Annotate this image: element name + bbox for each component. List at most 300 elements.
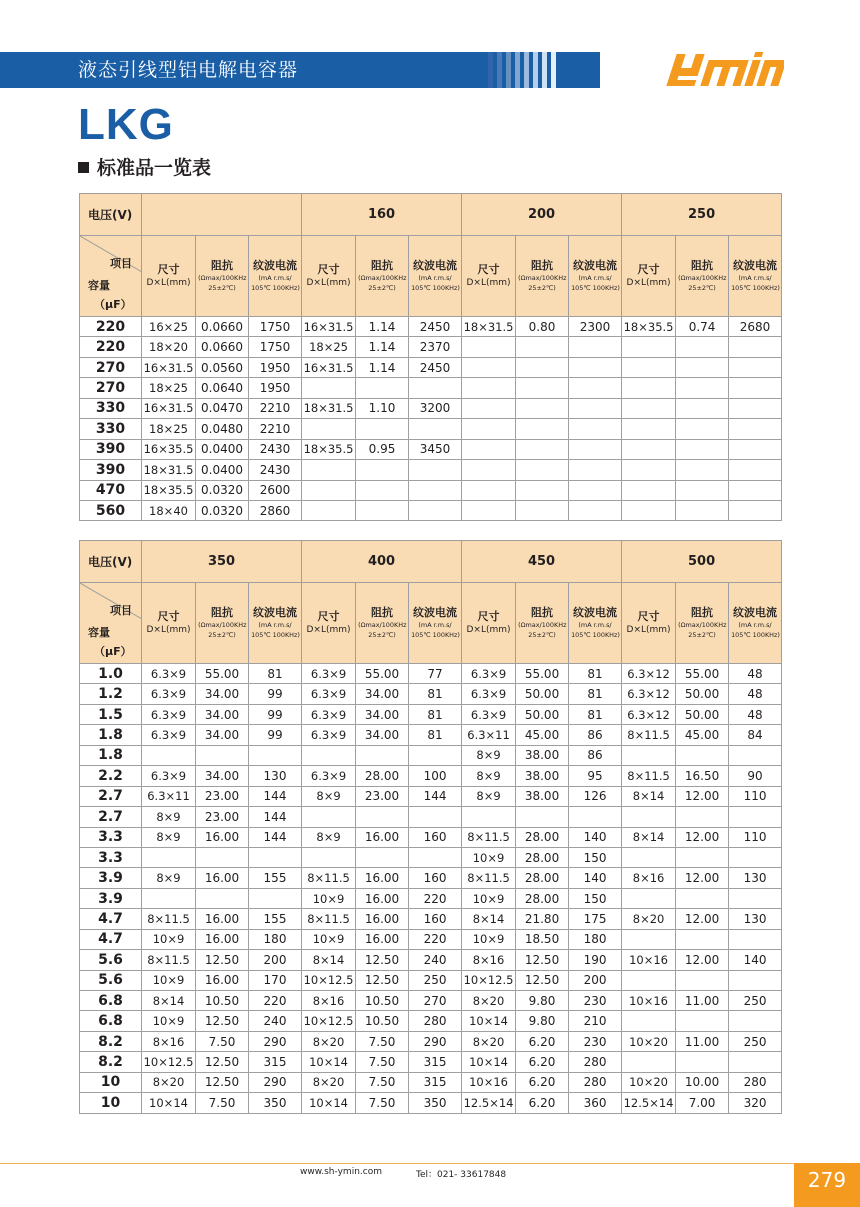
impedance-cell <box>676 1011 729 1031</box>
ripple-header <box>729 583 782 664</box>
ripple-cell: 220 <box>249 991 302 1011</box>
impedance-cell: 12.50 <box>516 970 569 990</box>
ripple-note-2: 105℃ 100KHz) <box>571 284 620 292</box>
size-cell: 8×9 <box>302 827 356 847</box>
ripple-cell: 2600 <box>249 480 302 500</box>
impedance-cell <box>516 439 569 459</box>
ripple-cell <box>409 807 462 827</box>
table-row <box>80 1031 782 1051</box>
size-cell <box>302 480 356 500</box>
capacitance-cell: 3.9 <box>80 868 142 888</box>
size-cell <box>622 419 676 439</box>
ripple-cell <box>729 398 782 418</box>
capacity-unit-label: （μF） <box>94 298 132 311</box>
capacitance-cell: 1.8 <box>80 745 142 765</box>
impedance-note: (Ωmax/100KHz <box>678 274 727 282</box>
size-cell: 8×20 <box>142 1072 196 1092</box>
size-cell: 18×35.5 <box>142 480 196 500</box>
impedance-cell: 10.00 <box>676 1072 729 1092</box>
capacitance-cell: 270 <box>80 378 142 398</box>
table-row <box>80 991 782 1011</box>
size-cell: 8×14 <box>462 909 516 929</box>
table-row <box>80 786 782 806</box>
ripple-cell: 2860 <box>249 500 302 520</box>
capacitance-cell: 470 <box>80 480 142 500</box>
ripple-cell: 290 <box>409 1031 462 1051</box>
size-cell: 10×12.5 <box>462 970 516 990</box>
table-row <box>80 1093 782 1113</box>
ripple-note-2: 105℃ 100KHz) <box>251 631 300 639</box>
ripple-cell: 81 <box>409 725 462 745</box>
impedance-cell: 28.00 <box>516 827 569 847</box>
size-unit: D×L(mm) <box>146 625 191 635</box>
size-cell: 12.5×14 <box>622 1093 676 1113</box>
table-row <box>80 847 782 867</box>
size-cell: 10×16 <box>462 1072 516 1092</box>
size-cell: 10×9 <box>462 929 516 949</box>
size-cell <box>622 847 676 867</box>
impedance-cell <box>516 460 569 480</box>
impedance-label: 阻抗 <box>531 606 554 619</box>
page-category-title: 液态引线型铝电解电容器 <box>78 59 299 81</box>
size-cell: 10×14 <box>462 1052 516 1072</box>
size-cell <box>622 398 676 418</box>
table-row <box>80 664 782 684</box>
table-row <box>80 950 782 970</box>
size-cell: 10×16 <box>622 991 676 1011</box>
impedance-cell <box>676 500 729 520</box>
ripple-cell: 2430 <box>249 439 302 459</box>
ripple-cell <box>249 847 302 867</box>
size-cell <box>622 357 676 377</box>
size-cell: 8×9 <box>302 786 356 806</box>
spec-table-1 <box>79 193 782 521</box>
impedance-cell <box>196 847 249 867</box>
impedance-cell: 0.0560 <box>196 357 249 377</box>
size-cell: 10×20 <box>622 1031 676 1051</box>
impedance-cell: 12.50 <box>516 950 569 970</box>
ripple-cell: 270 <box>409 991 462 1011</box>
capacity-label: 容量 <box>88 279 110 292</box>
table-row <box>80 337 782 357</box>
banner-stripe <box>497 52 502 88</box>
ripple-cell: 1750 <box>249 317 302 337</box>
ripple-cell: 144 <box>409 786 462 806</box>
capacity-label: 容量 <box>88 626 110 639</box>
table-row <box>80 725 782 745</box>
size-cell <box>302 460 356 480</box>
impedance-note-2: 25±2℃) <box>528 631 556 639</box>
ripple-cell: 2450 <box>409 317 462 337</box>
ripple-cell: 3450 <box>409 439 462 459</box>
impedance-cell: 0.0320 <box>196 500 249 520</box>
size-cell: 8×9 <box>142 868 196 888</box>
ripple-cell <box>729 500 782 520</box>
size-label: 尺寸 <box>317 263 340 276</box>
size-unit: D×L(mm) <box>466 278 511 288</box>
ripple-header <box>569 583 622 664</box>
table-row <box>80 684 782 704</box>
ripple-cell: 2210 <box>249 398 302 418</box>
ripple-cell <box>249 745 302 765</box>
ripple-note-2: 105℃ 100KHz) <box>571 631 620 639</box>
ripple-cell: 160 <box>409 868 462 888</box>
impedance-cell <box>356 745 409 765</box>
ripple-cell: 220 <box>409 888 462 908</box>
ripple-cell: 155 <box>249 909 302 929</box>
ripple-cell: 99 <box>249 704 302 724</box>
impedance-cell: 16.00 <box>196 929 249 949</box>
impedance-cell: 55.00 <box>196 664 249 684</box>
impedance-cell <box>676 460 729 480</box>
ripple-label: 纹波电流 <box>733 606 778 619</box>
ripple-cell: 170 <box>249 970 302 990</box>
banner-stripes <box>488 52 560 88</box>
capacitance-cell: 1.2 <box>80 684 142 704</box>
impedance-cell: 0.74 <box>676 317 729 337</box>
size-cell: 6.3×11 <box>142 786 196 806</box>
size-header <box>142 583 196 664</box>
item-label: 项目 <box>110 257 132 270</box>
ripple-cell: 315 <box>409 1072 462 1092</box>
impedance-label: 阻抗 <box>211 259 233 272</box>
size-cell: 8×11.5 <box>622 725 676 745</box>
impedance-note-2: 25±2℃) <box>208 284 236 292</box>
size-cell: 10×9 <box>462 847 516 867</box>
impedance-cell: 16.50 <box>676 766 729 786</box>
table-row <box>80 1011 782 1031</box>
capacitance-cell: 3.3 <box>80 847 142 867</box>
size-cell: 10×9 <box>462 888 516 908</box>
ripple-cell: 81 <box>569 664 622 684</box>
ripple-cell <box>729 807 782 827</box>
voltage-header: 450 <box>462 541 622 583</box>
ripple-cell: 140 <box>569 868 622 888</box>
ripple-cell: 130 <box>729 868 782 888</box>
banner-stripe <box>551 52 556 88</box>
size-cell: 8×11.5 <box>142 950 196 970</box>
ripple-note: (mA r.m.s/ <box>738 274 772 282</box>
ripple-cell: 200 <box>249 950 302 970</box>
ripple-cell <box>409 480 462 500</box>
ripple-cell <box>729 929 782 949</box>
size-cell: 18×20 <box>142 337 196 357</box>
size-cell: 10×12.5 <box>302 1011 356 1031</box>
ripple-cell <box>569 398 622 418</box>
ripple-cell: 1950 <box>249 357 302 377</box>
ripple-cell: 200 <box>569 970 622 990</box>
size-cell: 10×20 <box>622 1072 676 1092</box>
ripple-cell <box>729 847 782 867</box>
ripple-cell: 99 <box>249 725 302 745</box>
capacitance-cell: 5.6 <box>80 950 142 970</box>
ripple-cell: 1950 <box>249 378 302 398</box>
impedance-cell <box>516 378 569 398</box>
impedance-note-2: 25±2℃) <box>688 631 716 639</box>
impedance-cell: 28.00 <box>356 766 409 786</box>
ripple-cell: 180 <box>569 929 622 949</box>
impedance-cell: 10.50 <box>196 991 249 1011</box>
size-cell: 12.5×14 <box>462 1093 516 1113</box>
footer-website: www.sh-ymin.com <box>300 1167 382 1177</box>
ripple-cell: 3200 <box>409 398 462 418</box>
ripple-cell: 280 <box>409 1011 462 1031</box>
impedance-cell <box>356 500 409 520</box>
size-cell: 6.3×11 <box>462 725 516 745</box>
item-capacity-header <box>80 583 142 664</box>
size-cell: 6.3×9 <box>302 704 356 724</box>
impedance-cell: 45.00 <box>516 725 569 745</box>
impedance-label: 阻抗 <box>371 259 394 272</box>
capacitance-cell: 1.5 <box>80 704 142 724</box>
impedance-cell <box>676 847 729 867</box>
ripple-note-2: 105℃ 100KHz) <box>411 284 460 292</box>
size-cell: 10×14 <box>142 1093 196 1113</box>
impedance-header <box>676 583 729 664</box>
ripple-cell: 81 <box>569 684 622 704</box>
table-row <box>80 909 782 929</box>
impedance-cell <box>516 480 569 500</box>
ripple-cell <box>729 439 782 459</box>
impedance-cell: 50.00 <box>516 704 569 724</box>
capacitance-cell: 2.2 <box>80 766 142 786</box>
impedance-cell: 16.00 <box>356 909 409 929</box>
impedance-cell: 7.50 <box>356 1093 409 1113</box>
size-cell: 8×9 <box>462 745 516 765</box>
ripple-cell: 240 <box>249 1011 302 1031</box>
capacitance-cell: 1.8 <box>80 725 142 745</box>
voltage-header-row <box>80 541 782 583</box>
ripple-cell: 250 <box>729 1031 782 1051</box>
size-cell: 8×20 <box>302 1072 356 1092</box>
impedance-cell <box>516 500 569 520</box>
impedance-cell <box>676 970 729 990</box>
impedance-header <box>356 236 409 317</box>
table-row <box>80 1072 782 1092</box>
size-cell: 6.3×9 <box>462 664 516 684</box>
size-cell <box>462 357 516 377</box>
ripple-label: 纹波电流 <box>413 606 458 619</box>
size-cell: 6.3×9 <box>462 704 516 724</box>
capacitance-cell: 3.3 <box>80 827 142 847</box>
impedance-cell: 16.00 <box>356 888 409 908</box>
ripple-header <box>249 583 302 664</box>
item-capacity-header <box>80 236 142 317</box>
impedance-cell: 6.20 <box>516 1072 569 1092</box>
size-cell: 6.3×9 <box>462 684 516 704</box>
impedance-cell: 1.10 <box>356 398 409 418</box>
impedance-label: 阻抗 <box>371 606 394 619</box>
size-cell: 8×11.5 <box>302 868 356 888</box>
impedance-cell: 34.00 <box>356 684 409 704</box>
ripple-cell <box>569 337 622 357</box>
ripple-note: (mA r.m.s/ <box>738 621 772 629</box>
size-cell <box>462 419 516 439</box>
ripple-label: 纹波电流 <box>573 259 618 272</box>
ripple-cell: 90 <box>729 766 782 786</box>
size-cell <box>622 337 676 357</box>
ripple-cell: 2300 <box>569 317 622 337</box>
ripple-note: (mA r.m.s/ <box>578 621 612 629</box>
ripple-note-2: 105℃ 100KHz) <box>731 631 780 639</box>
size-cell: 16×25 <box>142 317 196 337</box>
capacitance-cell: 6.8 <box>80 991 142 1011</box>
impedance-cell: 16.00 <box>196 909 249 929</box>
ripple-note: (mA r.m.s/ <box>258 274 292 282</box>
ripple-note-2: 105℃ 100KHz) <box>411 631 460 639</box>
ripple-note: (mA r.m.s/ <box>578 274 612 282</box>
impedance-note: (Ωmax/100KHz <box>358 621 407 629</box>
ripple-cell: 2210 <box>249 419 302 439</box>
impedance-header <box>196 583 249 664</box>
ripple-cell: 130 <box>729 909 782 929</box>
impedance-cell: 0.0400 <box>196 439 249 459</box>
size-cell: 6.3×9 <box>302 664 356 684</box>
capacitance-cell: 330 <box>80 419 142 439</box>
ripple-cell: 86 <box>569 745 622 765</box>
impedance-note-2: 25±2℃) <box>368 631 396 639</box>
ripple-cell: 160 <box>409 827 462 847</box>
impedance-cell: 21.80 <box>516 909 569 929</box>
impedance-header <box>676 236 729 317</box>
size-cell: 6.3×9 <box>302 725 356 745</box>
size-cell: 8×16 <box>302 991 356 1011</box>
size-cell: 10×9 <box>142 929 196 949</box>
size-cell: 8×20 <box>462 1031 516 1051</box>
size-cell <box>302 807 356 827</box>
ripple-cell <box>729 888 782 908</box>
impedance-cell: 0.0400 <box>196 460 249 480</box>
impedance-cell: 28.00 <box>516 847 569 867</box>
size-header <box>622 236 676 317</box>
impedance-note-2: 25±2℃) <box>688 284 716 292</box>
ripple-cell: 280 <box>569 1052 622 1072</box>
impedance-cell: 0.0470 <box>196 398 249 418</box>
ripple-cell: 160 <box>409 909 462 929</box>
impedance-header <box>356 583 409 664</box>
impedance-cell: 28.00 <box>516 888 569 908</box>
ripple-cell <box>409 745 462 765</box>
size-cell <box>622 888 676 908</box>
impedance-cell: 16.00 <box>356 929 409 949</box>
size-cell: 8×11.5 <box>462 827 516 847</box>
size-header <box>622 583 676 664</box>
table-row <box>80 1052 782 1072</box>
size-cell: 6.3×9 <box>142 704 196 724</box>
ripple-cell: 280 <box>569 1072 622 1092</box>
impedance-note: (Ωmax/100KHz <box>678 621 727 629</box>
impedance-header <box>516 236 569 317</box>
table-row <box>80 766 782 786</box>
table-row <box>80 480 782 500</box>
impedance-label: 阻抗 <box>211 606 233 619</box>
footer-telephone: Tel：021- 33617848 <box>416 1170 507 1180</box>
ripple-label: 纹波电流 <box>573 606 618 619</box>
ripple-cell: 48 <box>729 664 782 684</box>
impedance-cell: 12.50 <box>196 1072 249 1092</box>
ripple-label: 纹波电流 <box>253 606 297 619</box>
size-cell: 8×11.5 <box>302 909 356 929</box>
spec-table-2 <box>79 540 782 1114</box>
size-cell <box>462 480 516 500</box>
capacitance-cell: 220 <box>80 317 142 337</box>
size-cell <box>462 398 516 418</box>
impedance-cell: 0.0660 <box>196 337 249 357</box>
table-row <box>80 500 782 520</box>
impedance-cell: 11.00 <box>676 1031 729 1051</box>
size-cell: 10×14 <box>302 1093 356 1113</box>
size-cell: 18×35.5 <box>302 439 356 459</box>
size-cell: 10×14 <box>462 1011 516 1031</box>
size-cell: 6.3×9 <box>142 684 196 704</box>
size-unit: D×L(mm) <box>146 278 191 288</box>
column-header-row <box>80 583 782 664</box>
impedance-cell: 34.00 <box>196 704 249 724</box>
ripple-header <box>409 583 462 664</box>
ripple-label: 纹波电流 <box>733 259 778 272</box>
ripple-cell <box>569 357 622 377</box>
size-cell <box>622 500 676 520</box>
impedance-cell: 1.14 <box>356 317 409 337</box>
size-cell <box>462 460 516 480</box>
ripple-note-2: 105℃ 100KHz) <box>251 284 300 292</box>
ripple-cell: 315 <box>249 1052 302 1072</box>
ripple-cell: 2370 <box>409 337 462 357</box>
ripple-cell: 360 <box>569 1093 622 1113</box>
table-row <box>80 378 782 398</box>
size-cell <box>462 337 516 357</box>
impedance-cell: 6.20 <box>516 1052 569 1072</box>
size-cell: 8×20 <box>462 991 516 1011</box>
capacitance-cell: 10 <box>80 1093 142 1113</box>
ripple-cell: 48 <box>729 684 782 704</box>
capacitance-cell: 2.7 <box>80 786 142 806</box>
table-row <box>80 745 782 765</box>
size-cell: 8×14 <box>622 827 676 847</box>
impedance-cell <box>676 1052 729 1072</box>
size-cell: 18×31.5 <box>462 317 516 337</box>
ripple-cell: 126 <box>569 786 622 806</box>
size-cell <box>622 439 676 459</box>
capacitance-cell: 4.7 <box>80 929 142 949</box>
square-bullet-icon <box>78 162 89 173</box>
impedance-cell <box>676 807 729 827</box>
size-cell: 16×31.5 <box>302 357 356 377</box>
size-cell: 10×12.5 <box>302 970 356 990</box>
ripple-cell <box>569 419 622 439</box>
ripple-cell: 155 <box>249 868 302 888</box>
table-row <box>80 357 782 377</box>
impedance-cell: 9.80 <box>516 1011 569 1031</box>
impedance-cell: 9.80 <box>516 991 569 1011</box>
ripple-cell: 48 <box>729 704 782 724</box>
ripple-cell: 250 <box>409 970 462 990</box>
size-cell: 16×31.5 <box>302 317 356 337</box>
impedance-cell <box>676 357 729 377</box>
ripple-cell: 350 <box>249 1093 302 1113</box>
size-cell: 10×9 <box>302 888 356 908</box>
impedance-cell: 50.00 <box>676 704 729 724</box>
size-header <box>142 236 196 317</box>
ripple-header <box>729 236 782 317</box>
size-cell <box>622 460 676 480</box>
ripple-cell: 315 <box>409 1052 462 1072</box>
size-cell <box>622 378 676 398</box>
impedance-cell <box>516 419 569 439</box>
voltage-header-row <box>80 194 782 236</box>
ripple-cell: 110 <box>729 827 782 847</box>
impedance-cell: 7.50 <box>356 1052 409 1072</box>
